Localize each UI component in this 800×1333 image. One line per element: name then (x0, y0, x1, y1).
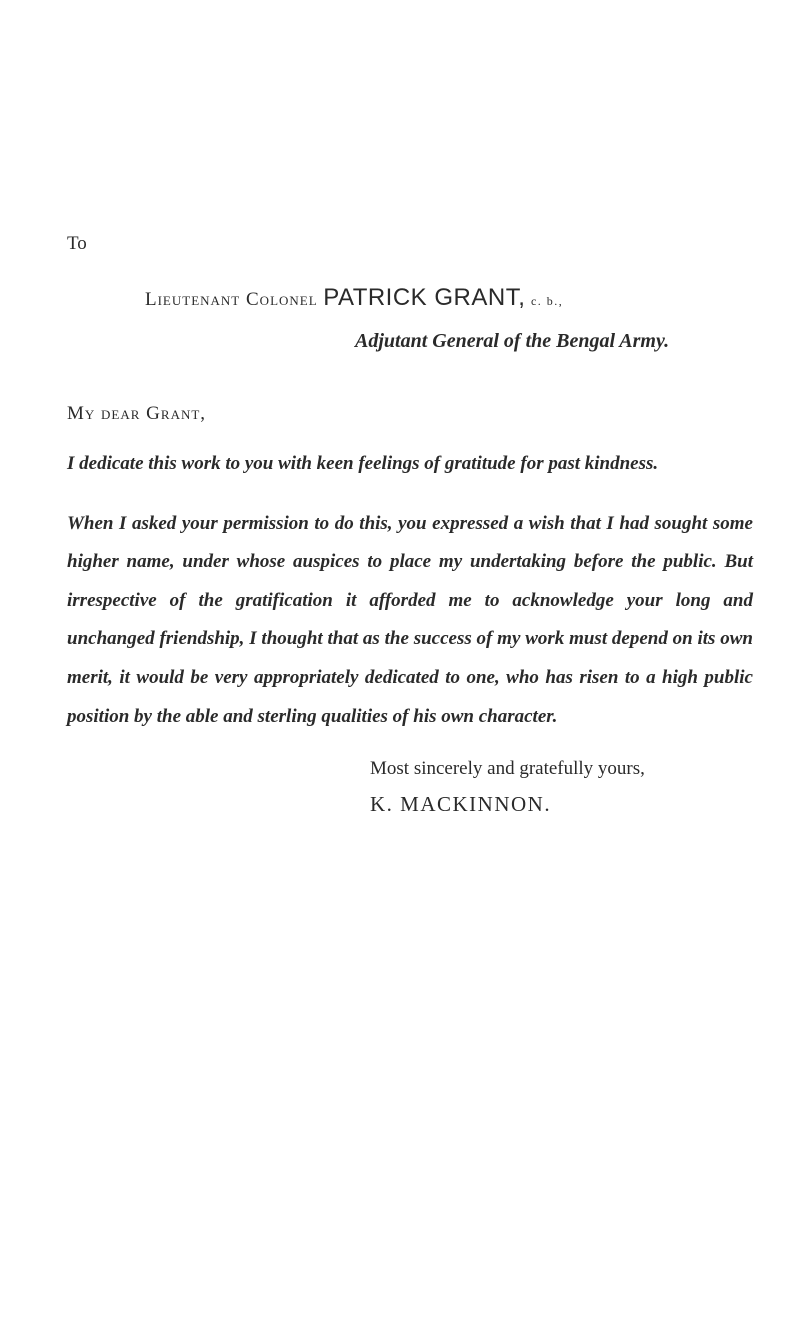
closing-line: Most sincerely and gratefully yours, (370, 758, 645, 779)
dedicatee-rank: Lieutenant Colonel (145, 289, 318, 310)
dedicatee-name: PATRICK GRANT, (323, 284, 526, 311)
signature: K. MACKINNON. (370, 792, 552, 816)
letter-paragraph: When I asked your permission to do this, you expressed a wish that I had sought some higher name, under whose auspices to place my undertaking before the public. But irrespective of the gratification it afforded me to acknowledge your long and unchanged friendship, I thought that as the success of my work must depend on its own merit, it would be very appropriately dedicated to one, who has risen to a high public position by the able and sterling qualities of his own character. (67, 512, 753, 727)
dedicatee-office: Adjutant General of the Bengal Army. (355, 330, 670, 352)
salutation: My dear Grant, (67, 403, 207, 424)
dedication-to: To (67, 233, 87, 254)
dedicatee-honours: c. b., (530, 294, 564, 308)
letter-body (67, 445, 753, 736)
dedicatee-line (145, 284, 563, 312)
letter-paragraph: I dedicate this work to you with keen feelings of gratitude for past kindness. (67, 453, 659, 474)
